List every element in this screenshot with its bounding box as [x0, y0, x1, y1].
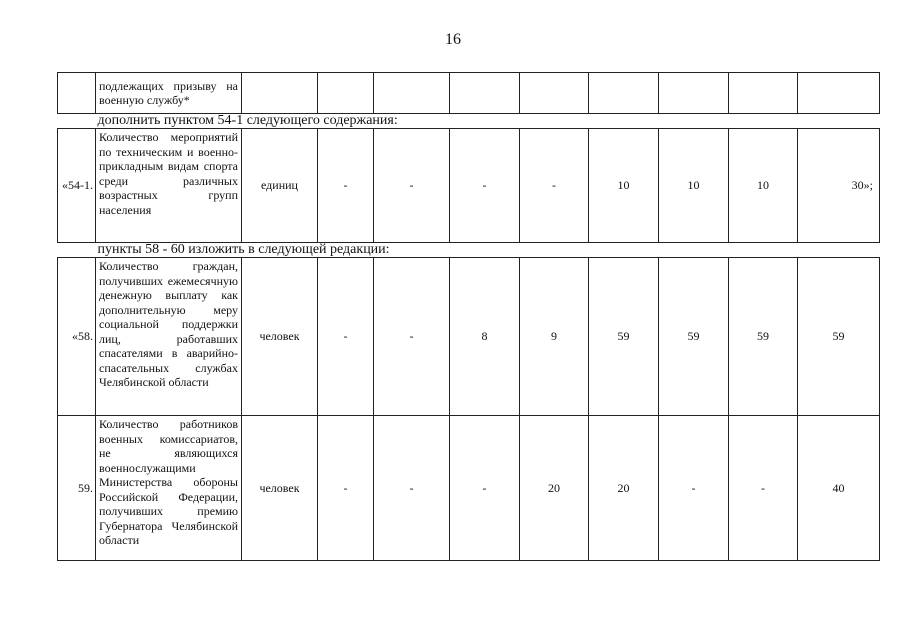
value-cell: 59 — [798, 258, 880, 416]
value-cell — [659, 73, 729, 114]
table-row — [58, 73, 880, 114]
value-cell: 20 — [520, 416, 589, 561]
value-cell: 59 — [659, 258, 729, 416]
row-description: подлежащих призыву на военную службу* — [96, 73, 242, 114]
value-cell: - — [520, 129, 589, 243]
value-cell: - — [318, 258, 374, 416]
unit-cell: человек — [242, 258, 318, 416]
value-cell: - — [374, 416, 450, 561]
value-cell: 30»; — [798, 129, 880, 243]
unit-cell — [242, 73, 318, 114]
value-cell — [589, 73, 659, 114]
value-cell: 10 — [659, 129, 729, 243]
value-cell: 10 — [729, 129, 798, 243]
row-description: Количество работников военных комиссариатов, не являющихся военнослужащими Министерства обороны Российской Федерации, получивших премию Губернатора Челябинской области — [96, 416, 242, 561]
value-cell: 59 — [729, 258, 798, 416]
page-number: 16 — [445, 31, 461, 48]
table-row — [58, 129, 880, 243]
row-description: Количество мероприятий по техническим и военно-прикладным видам спорта среди различных возрастных групп населения — [96, 129, 242, 243]
row-description: Количество граждан, получивших ежемесячную денежную выплату как дополнительную меру социальной поддержки лиц, работавших спасателями в аварийно-спасательных службах Челябинской области — [96, 258, 242, 416]
value-cell — [318, 73, 374, 114]
value-cell: - — [450, 129, 520, 243]
value-cell — [520, 73, 589, 114]
value-cell: - — [318, 416, 374, 561]
value-cell: 10 — [589, 129, 659, 243]
instruction-text: пункты 58 - 60 изложить в следующей редакции: — [58, 243, 880, 258]
value-cell: - — [659, 416, 729, 561]
unit-cell: человек — [242, 416, 318, 561]
value-cell — [374, 73, 450, 114]
value-cell: - — [450, 416, 520, 561]
value-cell — [729, 73, 798, 114]
row-number: 59. — [58, 416, 96, 561]
instruction-text: дополнить пунктом 54-1 следующего содержания: — [58, 114, 880, 129]
value-cell: 40 — [798, 416, 880, 561]
indicators-table — [57, 72, 880, 561]
value-cell: 59 — [589, 258, 659, 416]
instruction-row — [58, 243, 880, 258]
unit-cell: единиц — [242, 129, 318, 243]
value-cell — [450, 73, 520, 114]
row-number-cell — [58, 73, 96, 114]
row-number: «54-1. — [58, 129, 96, 243]
value-cell: 20 — [589, 416, 659, 561]
row-number: «58. — [58, 258, 96, 416]
table-row — [58, 258, 880, 416]
value-cell: - — [374, 129, 450, 243]
value-cell: 8 — [450, 258, 520, 416]
value-cell — [798, 73, 880, 114]
value-cell: 9 — [520, 258, 589, 416]
instruction-row — [58, 114, 880, 129]
value-cell: - — [318, 129, 374, 243]
table-row — [58, 416, 880, 561]
value-cell: - — [729, 416, 798, 561]
value-cell: - — [374, 258, 450, 416]
